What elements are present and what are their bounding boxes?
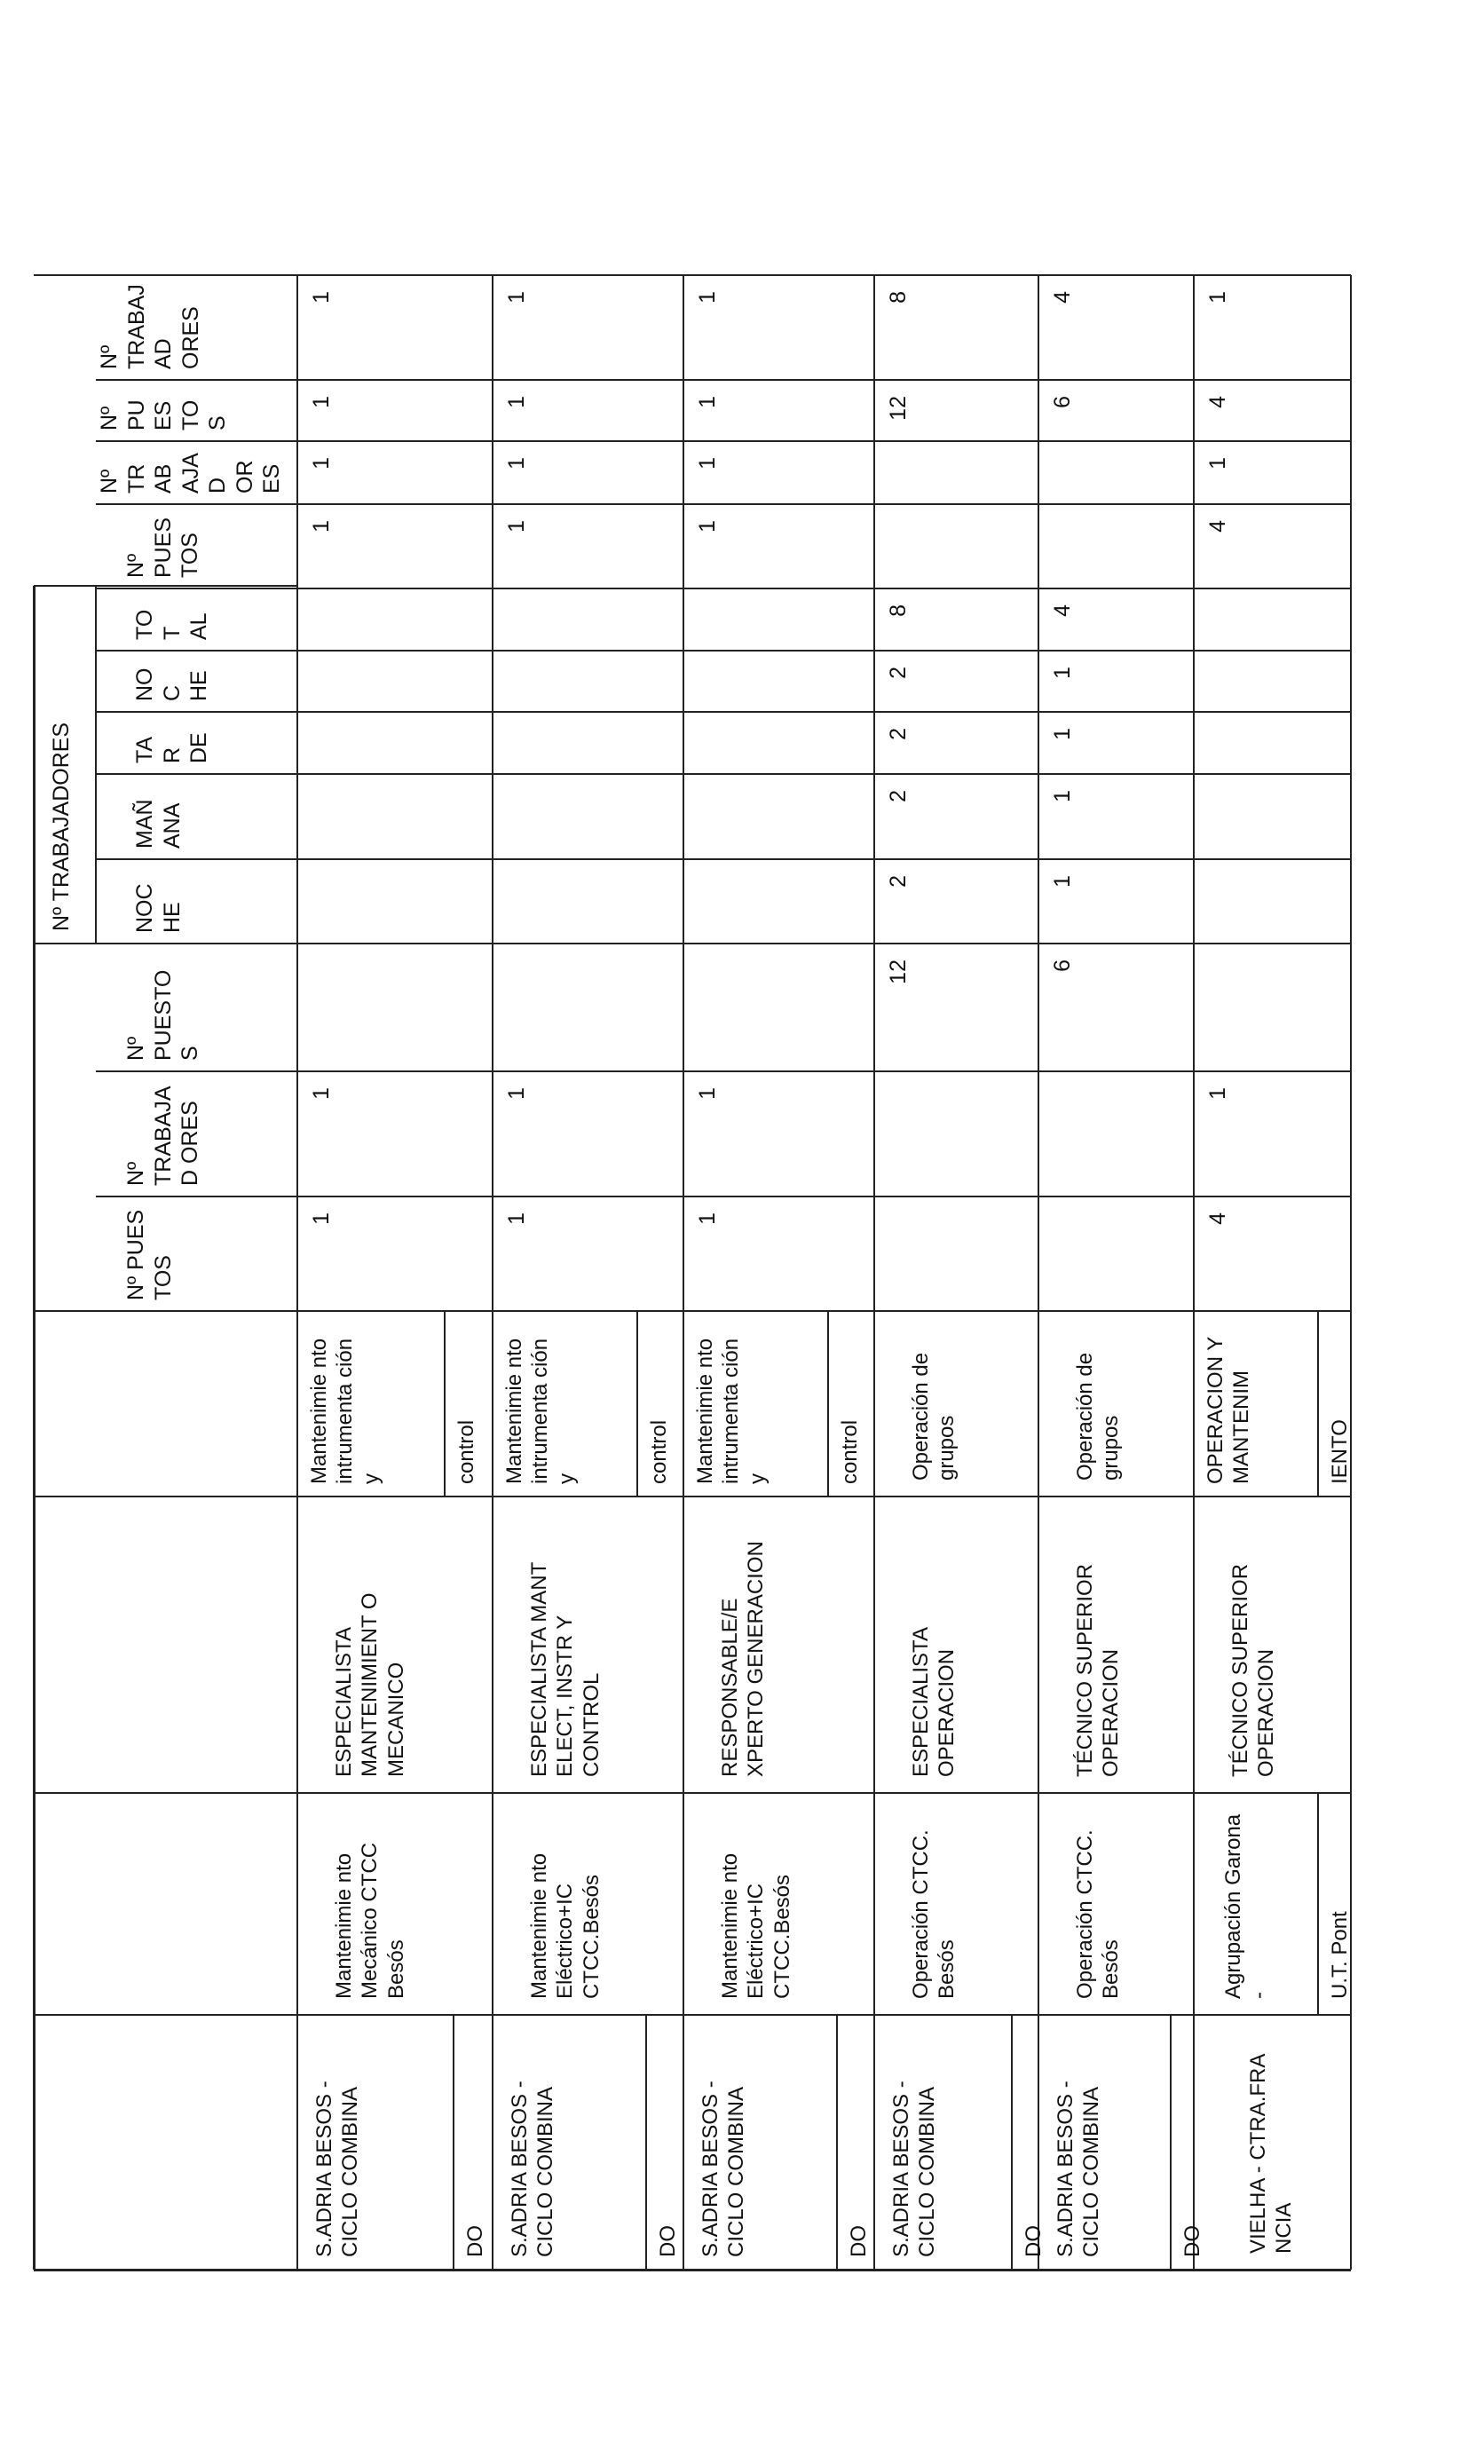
- row-3-tarde-text: 2: [886, 728, 911, 740]
- row-5-total: [1194, 588, 1351, 651]
- row-4-actividad-1: [1056, 1311, 1194, 1497]
- row-4-total-text: 4: [1050, 604, 1075, 617]
- row-5-puestos_b: [1194, 944, 1351, 1071]
- row-3-actividad-1-text: Operación de grupos: [909, 1352, 959, 1481]
- row-1-puestos_a-text: 1: [504, 1212, 529, 1225]
- row-4-noche2-text: 1: [1050, 667, 1075, 679]
- row-4-tarde-text: 1: [1050, 728, 1075, 740]
- row-2-noche: [683, 859, 874, 944]
- grid-line-v: [33, 586, 35, 944]
- row-5-centro-1: [1229, 2015, 1351, 2270]
- header-trabajadores-d: [89, 275, 297, 380]
- row-4-noche: [1038, 859, 1194, 944]
- row-4-puesto: [1056, 1497, 1194, 1793]
- row-0-actividad-1-text: Mantenimie nto intrumenta ción y: [307, 1338, 383, 1484]
- row-3-puestos_d-text: 12: [886, 396, 911, 421]
- row-4-manana: [1038, 774, 1194, 859]
- header-manana: [124, 774, 297, 859]
- row-3-tarde: [874, 712, 1038, 774]
- row-2-trabajadores_c: [683, 441, 874, 504]
- header-total: [124, 588, 297, 651]
- row-3-puestos_b: [874, 944, 1038, 1071]
- header-puestos-a: [115, 1196, 297, 1311]
- row-2-unidad-1-text: Mantenimie nto Eléctrico+IC CTCC.Besós: [718, 1852, 794, 1999]
- row-2-manana: [683, 774, 874, 859]
- row-1-trabajadores_c: [493, 441, 683, 504]
- row-5-unidad-2: [1318, 1793, 1351, 2015]
- row-5-puesto: [1212, 1497, 1351, 1793]
- row-2-puestos_a-text: 1: [695, 1212, 720, 1225]
- row-0-trabajadores_c: [297, 441, 493, 504]
- row-5-actividad-2-text: IENTO: [1327, 1419, 1352, 1484]
- row-2-total: [683, 588, 874, 651]
- row-4-puestos_d: [1038, 380, 1194, 441]
- row-3-puestos_a: [874, 1196, 1038, 1311]
- row-2-puestos_d-text: 1: [695, 396, 720, 408]
- row-5-actividad-1-text: OPERACION Y MANTENIM: [1204, 1337, 1254, 1484]
- row-0-centro-1-text: S.ADRIA BESOS - CICLO COMBINA: [312, 2081, 363, 2257]
- row-3-noche2: [874, 651, 1038, 712]
- row-3-manana: [874, 774, 1038, 859]
- row-1-puestos_d: [493, 380, 683, 441]
- row-2-puestos_a: [683, 1196, 874, 1311]
- row-0-actividad-2: [445, 1311, 493, 1497]
- row-0-trabajadores_c-text: 1: [309, 457, 334, 470]
- row-2-puesto-text: RESPONSABLE/E XPERTO GENERACION: [718, 1541, 769, 1777]
- row-5-puestos_a-text: 4: [1205, 1212, 1230, 1225]
- row-4-puestos_a: [1038, 1196, 1194, 1311]
- row-1-puestos_d-text: 1: [504, 396, 529, 408]
- row-4-tarde: [1038, 712, 1194, 774]
- header-trabajadores-c-text: Nº TR AB AJA D OR ES: [97, 454, 284, 494]
- row-2-actividad-1-text: Mantenimie nto intrumenta ción y: [693, 1338, 770, 1484]
- row-5-centro-1-text: VIELHA - CTRA.FRA NCIA: [1246, 2054, 1297, 2254]
- row-0-noche2: [297, 651, 493, 712]
- row-5-noche2: [1194, 651, 1351, 712]
- row-3-noche-text: 2: [886, 875, 911, 888]
- row-5-tarde: [1194, 712, 1351, 774]
- row-3-noche: [874, 859, 1038, 944]
- row-1-noche2: [493, 651, 683, 712]
- row-1-trabajadores_a-text: 1: [504, 1087, 529, 1100]
- header-noche2: [124, 651, 297, 712]
- row-1-puesto-text: ESPECIALISTA MANT ELECT, INSTR Y CONTROL: [527, 1562, 604, 1777]
- row-5-puestos_a: [1194, 1196, 1351, 1311]
- row-2-puestos_c: [683, 504, 874, 588]
- row-0-total: [297, 588, 493, 651]
- row-3-centro-1: [880, 2015, 1012, 2270]
- row-0-puestos_d-text: 1: [309, 396, 334, 408]
- grid-line-v: [33, 1311, 36, 2270]
- row-0-puestos_a: [297, 1196, 493, 1311]
- row-1-puestos_c: [493, 504, 683, 588]
- row-0-puestos_a-text: 1: [309, 1212, 334, 1225]
- row-1-actividad-2-text: control: [647, 1419, 672, 1484]
- header-trabajadores-c: [89, 441, 297, 504]
- row-3-total-text: 8: [886, 604, 911, 617]
- header-puestos-c: [115, 504, 297, 588]
- row-5-puestos_c: [1194, 504, 1351, 588]
- header-tarde: [124, 712, 297, 774]
- row-0-puestos_c: [297, 504, 493, 588]
- row-0-tarde: [297, 712, 493, 774]
- row-0-centro-2: [454, 2015, 493, 2270]
- row-3-trabajadores_a: [874, 1071, 1038, 1196]
- row-5-trabajadores_c: [1194, 441, 1351, 504]
- row-2-trabajadores_d: [683, 275, 874, 380]
- row-4-centro-1-text: S.ADRIA BESOS - CICLO COMBINA: [1054, 2081, 1104, 2257]
- row-4-unidad-1-text: Operación CTCC. Besós: [1073, 1829, 1124, 1999]
- row-0-trabajadores_a: [297, 1071, 493, 1196]
- header-tarde-text: TA R DE: [132, 732, 211, 763]
- row-4-puesto-text: TÉCNICO SUPERIOR OPERACION: [1073, 1563, 1124, 1777]
- row-4-puestos_b-text: 6: [1050, 960, 1075, 972]
- row-1-trabajadores_d-text: 1: [504, 291, 529, 304]
- row-5-trabajadores_a-text: 1: [1205, 1087, 1230, 1100]
- row-5-actividad-2: [1318, 1311, 1351, 1497]
- row-1-noche: [493, 859, 683, 944]
- row-2-puestos_d: [683, 380, 874, 441]
- row-3-centro-2: [1012, 2015, 1046, 2270]
- row-3-manana-text: 2: [886, 790, 911, 802]
- row-2-unidad-1: [701, 1793, 874, 2015]
- row-0-puestos_c-text: 1: [309, 520, 334, 533]
- row-4-trabajadores_c: [1038, 441, 1194, 504]
- row-5-trabajadores_d-text: 1: [1205, 291, 1230, 304]
- row-2-puestos_b: [683, 944, 874, 1071]
- row-4-total: [1038, 588, 1194, 651]
- row-2-trabajadores_a: [683, 1071, 874, 1196]
- row-0-centro-1: [303, 2015, 454, 2270]
- row-5-unidad-2-text: U.T. Pont: [1327, 1911, 1352, 1999]
- row-3-unidad-1: [892, 1793, 1038, 2015]
- row-2-tarde: [683, 712, 874, 774]
- header-group-trabajadores: [36, 586, 96, 944]
- row-4-noche2: [1038, 651, 1194, 712]
- row-1-trabajadores_d: [493, 275, 683, 380]
- row-3-puesto: [892, 1497, 1038, 1793]
- row-5-unidad-1: [1204, 1793, 1318, 2015]
- row-0-unidad-1: [315, 1793, 493, 2015]
- row-1-actividad-1-text: Mantenimie nto intrumenta ción y: [502, 1338, 579, 1484]
- row-0-actividad-2-text: control: [454, 1419, 479, 1484]
- row-1-trabajadores_a: [493, 1071, 683, 1196]
- row-1-puestos_a: [493, 1196, 683, 1311]
- row-2-centro-2: [837, 2015, 874, 2270]
- row-2-trabajadores_c-text: 1: [695, 457, 720, 470]
- row-2-centro-1-text: S.ADRIA BESOS - CICLO COMBINA: [699, 2081, 749, 2257]
- header-trabajadores-a-text: Nº TRABAJA D ORES: [123, 1086, 202, 1186]
- row-2-centro-2-text: DO: [847, 2225, 872, 2257]
- row-3-total: [874, 588, 1038, 651]
- row-3-puestos_d: [874, 380, 1038, 441]
- header-manana-text: MAÑ ANA: [132, 799, 185, 849]
- row-5-noche: [1194, 859, 1351, 944]
- row-0-manana: [297, 774, 493, 859]
- row-1-centro-2-text: DO: [656, 2225, 681, 2257]
- row-2-actividad-2: [828, 1311, 874, 1497]
- row-3-centro-2-text: DO: [1021, 2225, 1046, 2257]
- row-4-noche-text: 1: [1050, 875, 1075, 888]
- row-1-trabajadores_c-text: 1: [504, 457, 529, 470]
- row-4-puestos_b: [1038, 944, 1194, 1071]
- row-0-trabajadores_a-text: 1: [309, 1087, 334, 1100]
- row-0-centro-2-text: DO: [463, 2225, 488, 2257]
- row-4-centro-1: [1044, 2015, 1171, 2270]
- row-4-trabajadores_d: [1038, 275, 1194, 380]
- row-1-centro-1: [498, 2015, 646, 2270]
- row-3-centro-1-text: S.ADRIA BESOS - CICLO COMBINA: [889, 2081, 940, 2257]
- header-total-text: TO T AL: [132, 609, 211, 640]
- row-4-puestos_d-text: 6: [1050, 396, 1075, 408]
- row-1-puesto: [510, 1497, 683, 1793]
- row-0-puestos_b: [297, 944, 493, 1071]
- row-4-actividad-1-text: Operación de grupos: [1073, 1352, 1124, 1481]
- row-5-trabajadores_a: [1194, 1071, 1351, 1196]
- row-0-actividad-1: [297, 1311, 445, 1497]
- row-1-unidad-1-text: Mantenimie nto Eléctrico+IC CTCC.Besós: [527, 1852, 604, 1999]
- header-puestos-d-text: Nº PU ES TO S: [97, 399, 230, 430]
- row-1-puestos_b: [493, 944, 683, 1071]
- row-3-puestos_b-text: 12: [886, 960, 911, 984]
- row-4-trabajadores_a: [1038, 1071, 1194, 1196]
- grid-line-h: [34, 2014, 297, 2016]
- header-puestos-d: [89, 380, 297, 441]
- row-3-trabajadores_d: [874, 275, 1038, 380]
- grid-line-h: [34, 1792, 297, 1794]
- row-5-trabajadores_c-text: 1: [1205, 457, 1230, 470]
- header-puestos-b: [115, 944, 297, 1071]
- row-1-centro-1-text: S.ADRIA BESOS - CICLO COMBINA: [508, 2081, 558, 2257]
- row-5-trabajadores_d: [1194, 275, 1351, 380]
- header-group-trabajadores-text: Nº TRABAJADORES: [49, 722, 74, 931]
- row-2-centro-1: [689, 2015, 837, 2270]
- row-0-puestos_d: [297, 380, 493, 441]
- row-2-actividad-1: [683, 1311, 828, 1497]
- row-2-actividad-2-text: control: [838, 1419, 863, 1484]
- header-puestos-c-text: Nº PUES TOS: [123, 517, 202, 578]
- row-3-trabajadores_d-text: 8: [886, 291, 911, 304]
- header-noche: [124, 859, 297, 944]
- row-1-puestos_c-text: 1: [504, 520, 529, 533]
- row-4-manana-text: 1: [1050, 790, 1075, 802]
- row-5-actividad-1: [1194, 1311, 1318, 1497]
- row-2-trabajadores_d-text: 1: [695, 291, 720, 304]
- row-4-puestos_c: [1038, 504, 1194, 588]
- row-1-manana: [493, 774, 683, 859]
- row-1-actividad-1: [493, 1311, 637, 1497]
- row-4-trabajadores_d-text: 4: [1050, 291, 1075, 304]
- row-1-actividad-2: [637, 1311, 683, 1497]
- row-3-noche2-text: 2: [886, 667, 911, 679]
- row-2-puesto: [701, 1497, 874, 1793]
- row-3-trabajadores_c: [874, 441, 1038, 504]
- row-4-centro-2: [1171, 2015, 1204, 2270]
- row-3-actividad-1: [892, 1311, 1038, 1497]
- row-5-unidad-1-text: Agrupación Garona -: [1221, 1813, 1272, 1999]
- grid-line-h: [34, 1496, 297, 1497]
- row-2-puestos_c-text: 1: [695, 520, 720, 533]
- header-trabajadores-d-text: Nº TRABAJ AD ORES: [97, 284, 203, 369]
- row-2-noche2: [683, 651, 874, 712]
- row-1-tarde: [493, 712, 683, 774]
- row-3-puestos_c: [874, 504, 1038, 588]
- row-5-manana: [1194, 774, 1351, 859]
- row-0-unidad-1-text: Mantenimie nto Mecánico CTCC Besós: [332, 1842, 408, 1999]
- row-1-unidad-1: [510, 1793, 683, 2015]
- row-4-centro-2-text: DO: [1180, 2225, 1204, 2257]
- row-0-puesto-text: ESPECIALISTA MANTENIMIENT O MECANICO: [332, 1592, 408, 1777]
- row-5-puestos_d-text: 4: [1205, 396, 1230, 408]
- row-1-total: [493, 588, 683, 651]
- row-0-trabajadores_d-text: 1: [309, 291, 334, 304]
- header-trabajadores-a: [115, 1071, 297, 1196]
- row-5-puestos_d: [1194, 380, 1351, 441]
- row-3-unidad-1-text: Operación CTCC. Besós: [909, 1829, 959, 1999]
- row-5-puestos_c-text: 4: [1205, 520, 1230, 533]
- header-puestos-b-text: Nº PUESTO S: [123, 969, 202, 1061]
- row-0-noche: [297, 859, 493, 944]
- row-3-puesto-text: ESPECIALISTA OPERACION: [909, 1628, 959, 1777]
- row-1-centro-2: [646, 2015, 683, 2270]
- row-5-puesto-text: TÉCNICO SUPERIOR OPERACION: [1228, 1563, 1279, 1777]
- row-2-trabajadores_a-text: 1: [695, 1087, 720, 1100]
- row-0-trabajadores_d: [297, 275, 493, 380]
- header-noche2-text: NO C HE: [132, 667, 211, 701]
- header-puestos-a-text: Nº PUES TOS: [123, 1209, 176, 1300]
- header-noche-text: NOC HE: [132, 883, 185, 933]
- row-0-puesto: [315, 1497, 493, 1793]
- row-4-unidad-1: [1056, 1793, 1194, 2015]
